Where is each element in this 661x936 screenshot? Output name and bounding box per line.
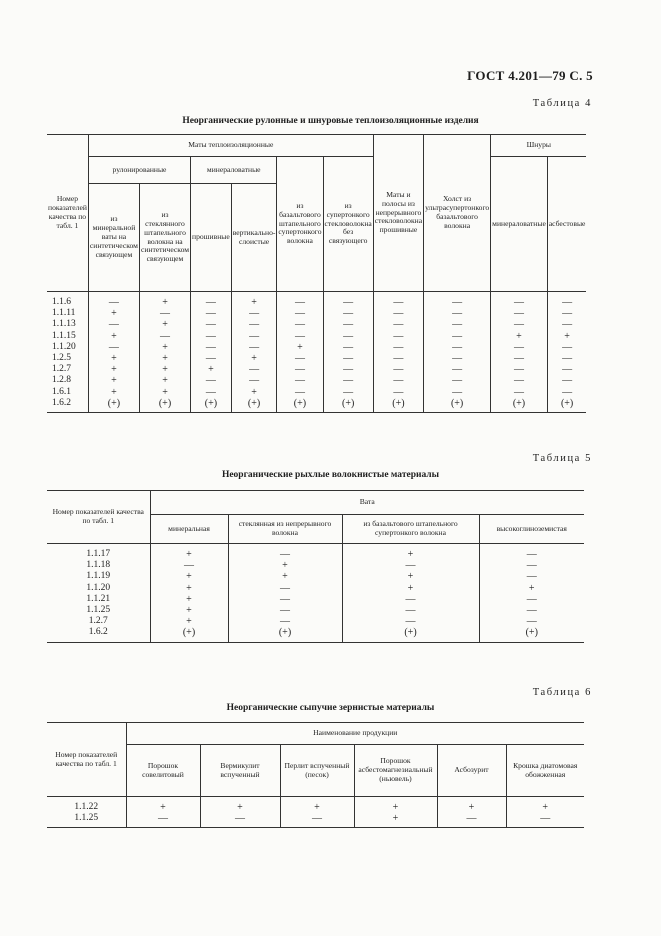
cell-value: — bbox=[139, 331, 190, 342]
cell-value: — bbox=[491, 387, 548, 398]
cell-value: + bbox=[139, 342, 190, 353]
cell-value: + bbox=[139, 292, 190, 309]
cell-value: (+) bbox=[491, 398, 548, 413]
t6-header-c6: Крошка диатомовая обожженная bbox=[506, 745, 584, 797]
row-number: 1.6.2 bbox=[47, 398, 88, 413]
cell-value: — bbox=[491, 292, 548, 309]
cell-value: + bbox=[139, 375, 190, 386]
t6-header-c1: Порошок совелитовый bbox=[126, 745, 200, 797]
cell-value: — bbox=[491, 308, 548, 319]
cell-value: — bbox=[228, 544, 342, 561]
cell-value: + bbox=[88, 308, 139, 319]
cell-value: — bbox=[547, 353, 586, 364]
cell-value: (+) bbox=[88, 398, 139, 413]
cell-value: — bbox=[547, 364, 586, 375]
cell-value: — bbox=[231, 331, 277, 342]
cell-value: (+) bbox=[323, 398, 373, 413]
cell-value: — bbox=[150, 560, 228, 571]
cell-value: + bbox=[491, 331, 548, 342]
table-row bbox=[47, 605, 584, 616]
table-row bbox=[47, 560, 584, 571]
cell-value: (+) bbox=[373, 398, 423, 413]
cell-value: — bbox=[323, 319, 373, 330]
table-row bbox=[47, 544, 584, 561]
row-number: 1.1.20 bbox=[47, 342, 88, 353]
t5-header-c2: стеклянная из непрерывного волокна bbox=[228, 515, 342, 544]
t4-header-c2: из стеклянного штапельного волокна на синтетическом связующем bbox=[139, 184, 190, 292]
cell-value: — bbox=[491, 375, 548, 386]
cell-value: — bbox=[373, 364, 423, 375]
cell-value: + bbox=[506, 797, 584, 814]
cell-value: — bbox=[277, 353, 323, 364]
table-row bbox=[47, 308, 586, 319]
table4-title: Неорганические рулонные и шнуровые теплоизоляционные изделия bbox=[182, 116, 479, 126]
table-row bbox=[47, 342, 586, 353]
cell-value: — bbox=[280, 813, 354, 828]
cell-value: — bbox=[231, 342, 277, 353]
cell-value: — bbox=[126, 813, 200, 828]
cell-value: — bbox=[277, 319, 323, 330]
t6-body bbox=[47, 797, 584, 828]
table-row bbox=[47, 571, 584, 582]
cell-value: — bbox=[191, 319, 232, 330]
cell-value: + bbox=[479, 583, 584, 594]
cell-value: — bbox=[342, 560, 479, 571]
t4-header-c3: прошивные bbox=[191, 184, 232, 292]
cell-value: (+) bbox=[424, 398, 491, 413]
t4-header-num: Номер показателей качества по табл. 1 bbox=[47, 135, 88, 292]
cell-value: — bbox=[547, 342, 586, 353]
row-number: 1.1.21 bbox=[47, 594, 150, 605]
cell-value: + bbox=[139, 319, 190, 330]
row-number: 1.1.13 bbox=[47, 319, 88, 330]
cell-value: — bbox=[200, 813, 280, 828]
cell-value: + bbox=[139, 353, 190, 364]
cell-value: + bbox=[191, 364, 232, 375]
cell-value: — bbox=[479, 571, 584, 582]
cell-value: + bbox=[277, 342, 323, 353]
table-row bbox=[47, 594, 584, 605]
table5-label: Таблица 5 bbox=[532, 453, 592, 464]
cell-value: + bbox=[280, 797, 354, 814]
cell-value: + bbox=[150, 571, 228, 582]
cell-value: — bbox=[547, 292, 586, 309]
row-number: 1.2.5 bbox=[47, 353, 88, 364]
t4-header-maty: Маты теплоизоляционные bbox=[88, 135, 373, 157]
cell-value: — bbox=[424, 375, 491, 386]
cell-value: + bbox=[88, 353, 139, 364]
cell-value: + bbox=[150, 544, 228, 561]
cell-value: (+) bbox=[277, 398, 323, 413]
cell-value: (+) bbox=[547, 398, 586, 413]
cell-value: + bbox=[150, 616, 228, 627]
cell-value: — bbox=[479, 605, 584, 616]
cell-value: — bbox=[424, 292, 491, 309]
cell-value: — bbox=[424, 308, 491, 319]
cell-value: — bbox=[342, 605, 479, 616]
cell-value: (+) bbox=[342, 627, 479, 642]
cell-value: — bbox=[424, 331, 491, 342]
cell-value: — bbox=[424, 387, 491, 398]
cell-value: + bbox=[547, 331, 586, 342]
cell-value: — bbox=[424, 364, 491, 375]
row-number: 1.1.11 bbox=[47, 308, 88, 319]
cell-value: + bbox=[231, 292, 277, 309]
cell-value: — bbox=[323, 364, 373, 375]
cell-value: + bbox=[150, 583, 228, 594]
cell-value: — bbox=[231, 364, 277, 375]
row-number: 1.1.17 bbox=[47, 544, 150, 561]
table4-label: Таблица 4 bbox=[532, 98, 592, 109]
table-row bbox=[47, 364, 586, 375]
cell-value: — bbox=[479, 560, 584, 571]
cell-value: — bbox=[491, 342, 548, 353]
cell-value: (+) bbox=[150, 627, 228, 642]
cell-value: — bbox=[323, 375, 373, 386]
cell-value: — bbox=[231, 308, 277, 319]
table6-label: Таблица 6 bbox=[532, 687, 592, 698]
table-row bbox=[47, 292, 586, 309]
cell-value: — bbox=[191, 292, 232, 309]
cell-value: — bbox=[373, 319, 423, 330]
cell-value: — bbox=[437, 813, 506, 828]
table-row bbox=[47, 331, 586, 342]
cell-value: — bbox=[191, 353, 232, 364]
cell-value: — bbox=[191, 308, 232, 319]
cell-value: — bbox=[323, 353, 373, 364]
cell-value: — bbox=[231, 319, 277, 330]
cell-value: — bbox=[323, 308, 373, 319]
cell-value: — bbox=[373, 342, 423, 353]
table6-title: Неорганические сыпучие зернистые материалы bbox=[226, 703, 435, 713]
cell-value: — bbox=[88, 292, 139, 309]
row-number: 1.1.22 bbox=[47, 797, 126, 814]
cell-value: — bbox=[547, 387, 586, 398]
row-number: 1.2.8 bbox=[47, 375, 88, 386]
cell-value: + bbox=[437, 797, 506, 814]
cell-value: — bbox=[491, 353, 548, 364]
cell-value: — bbox=[191, 387, 232, 398]
cell-value: + bbox=[231, 353, 277, 364]
cell-value: — bbox=[228, 583, 342, 594]
cell-value: — bbox=[139, 308, 190, 319]
cell-value: — bbox=[277, 387, 323, 398]
cell-value: — bbox=[491, 319, 548, 330]
cell-value: — bbox=[277, 331, 323, 342]
cell-value: — bbox=[231, 375, 277, 386]
row-number: 1.1.19 bbox=[47, 571, 150, 582]
row-number: 1.6.1 bbox=[47, 387, 88, 398]
cell-value: — bbox=[491, 364, 548, 375]
t4-header-c10: асбестовые bbox=[547, 157, 586, 292]
t5-header-c4: высокоглиноземистая bbox=[479, 515, 584, 544]
cell-value: + bbox=[342, 544, 479, 561]
t6-header-c3: Перлит вспученный (песок) bbox=[280, 745, 354, 797]
table-row bbox=[47, 583, 584, 594]
cell-value: — bbox=[323, 342, 373, 353]
t6-header-c5: Асбозурит bbox=[437, 745, 506, 797]
row-number: 1.1.6 bbox=[47, 292, 88, 309]
cell-value: + bbox=[150, 605, 228, 616]
cell-value: — bbox=[373, 308, 423, 319]
t4-header-mineral: минераловатные bbox=[191, 157, 277, 184]
cell-value: (+) bbox=[191, 398, 232, 413]
t4-header-c6: из супертонкого стекловолокна без связующего bbox=[323, 157, 373, 292]
row-number: 1.1.25 bbox=[47, 813, 126, 828]
t4-header-c1: из минеральной ваты на синтетическом связующем bbox=[88, 184, 139, 292]
cell-value: — bbox=[277, 292, 323, 309]
cell-value: (+) bbox=[479, 627, 584, 642]
cell-value: — bbox=[373, 375, 423, 386]
cell-value: — bbox=[373, 292, 423, 309]
t6-header-num: Номер показателей качества по табл. 1 bbox=[47, 723, 126, 797]
t4-header-c7: Маты и полосы из непрерывного стекловолокна прошивные bbox=[373, 135, 423, 292]
cell-value: + bbox=[342, 583, 479, 594]
row-number: 1.1.15 bbox=[47, 331, 88, 342]
cell-value: — bbox=[88, 342, 139, 353]
row-number: 1.1.20 bbox=[47, 583, 150, 594]
cell-value: — bbox=[373, 331, 423, 342]
table-row bbox=[47, 797, 584, 814]
cell-value: — bbox=[547, 319, 586, 330]
row-number: 1.1.25 bbox=[47, 605, 150, 616]
cell-value: + bbox=[88, 375, 139, 386]
t4-header-c8: Холст из ультрасупертонкого базальтового волокна bbox=[424, 135, 491, 292]
cell-value: + bbox=[139, 387, 190, 398]
cell-value: (+) bbox=[139, 398, 190, 413]
t6-header-c4: Порошок асбестомагнезиальный (ньювель) bbox=[354, 745, 437, 797]
t4-header-c5: из базальтового штапельного супертонкого волокна bbox=[277, 157, 323, 292]
cell-value: — bbox=[277, 375, 323, 386]
cell-value: — bbox=[323, 292, 373, 309]
t5-body bbox=[47, 544, 584, 643]
cell-value: + bbox=[228, 571, 342, 582]
t4-header-c4: вертикально-слоистые bbox=[231, 184, 277, 292]
cell-value: — bbox=[342, 594, 479, 605]
table-row bbox=[47, 319, 586, 330]
table6 bbox=[47, 722, 584, 828]
cell-value: — bbox=[191, 375, 232, 386]
t5-header-c1: минеральная bbox=[150, 515, 228, 544]
cell-value: — bbox=[191, 342, 232, 353]
cell-value: — bbox=[373, 353, 423, 364]
cell-value: — bbox=[373, 387, 423, 398]
cell-value: — bbox=[424, 342, 491, 353]
cell-value: — bbox=[323, 387, 373, 398]
table-row bbox=[47, 387, 586, 398]
table-row bbox=[47, 616, 584, 627]
cell-value: (+) bbox=[231, 398, 277, 413]
cell-value: + bbox=[88, 364, 139, 375]
cell-value: + bbox=[354, 797, 437, 814]
cell-value: + bbox=[88, 331, 139, 342]
row-number: 1.6.2 bbox=[47, 627, 150, 642]
cell-value: + bbox=[354, 813, 437, 828]
page-header: ГОСТ 4.201—79 С. 5 bbox=[467, 68, 593, 83]
cell-value: + bbox=[126, 797, 200, 814]
table-row bbox=[47, 813, 584, 828]
cell-value: — bbox=[88, 319, 139, 330]
cell-value: + bbox=[200, 797, 280, 814]
table5-title: Неорганические рыхлые волокнистые материалы bbox=[221, 470, 440, 480]
cell-value: — bbox=[479, 616, 584, 627]
cell-value: — bbox=[277, 364, 323, 375]
table-row bbox=[47, 353, 586, 364]
cell-value: — bbox=[479, 594, 584, 605]
cell-value: (+) bbox=[228, 627, 342, 642]
table-row bbox=[47, 398, 586, 413]
cell-value: — bbox=[277, 308, 323, 319]
t6-header-naim: Наименование продукции bbox=[126, 723, 584, 745]
cell-value: — bbox=[228, 605, 342, 616]
table-row bbox=[47, 375, 586, 386]
t5-header-vata: Вата bbox=[150, 491, 584, 515]
cell-value: + bbox=[139, 364, 190, 375]
cell-value: — bbox=[228, 594, 342, 605]
t6-header-c2: Вермикулит вспученный bbox=[200, 745, 280, 797]
cell-value: — bbox=[191, 331, 232, 342]
t4-header-shnury: Шнуры bbox=[491, 135, 587, 157]
cell-value: + bbox=[231, 387, 277, 398]
cell-value: + bbox=[150, 594, 228, 605]
cell-value: — bbox=[424, 353, 491, 364]
row-number: 1.1.18 bbox=[47, 560, 150, 571]
cell-value: — bbox=[547, 375, 586, 386]
cell-value: — bbox=[228, 616, 342, 627]
cell-value: — bbox=[547, 308, 586, 319]
cell-value: + bbox=[228, 560, 342, 571]
table4 bbox=[47, 134, 586, 413]
t4-body bbox=[47, 292, 586, 413]
row-number: 1.2.7 bbox=[47, 616, 150, 627]
cell-value: — bbox=[342, 616, 479, 627]
table5 bbox=[47, 490, 584, 643]
cell-value: — bbox=[506, 813, 584, 828]
t5-header-c3: из базальтового штапельного супертонкого волокна bbox=[342, 515, 479, 544]
t5-header-num: Номер показателей качества по табл. 1 bbox=[47, 491, 150, 544]
cell-value: — bbox=[323, 331, 373, 342]
t4-header-rulon: рулонированные bbox=[88, 157, 190, 184]
table-row bbox=[47, 627, 584, 642]
cell-value: + bbox=[88, 387, 139, 398]
row-number: 1.2.7 bbox=[47, 364, 88, 375]
t4-header-c9: минераловатные bbox=[491, 157, 548, 292]
cell-value: — bbox=[424, 319, 491, 330]
cell-value: — bbox=[479, 544, 584, 561]
cell-value: + bbox=[342, 571, 479, 582]
